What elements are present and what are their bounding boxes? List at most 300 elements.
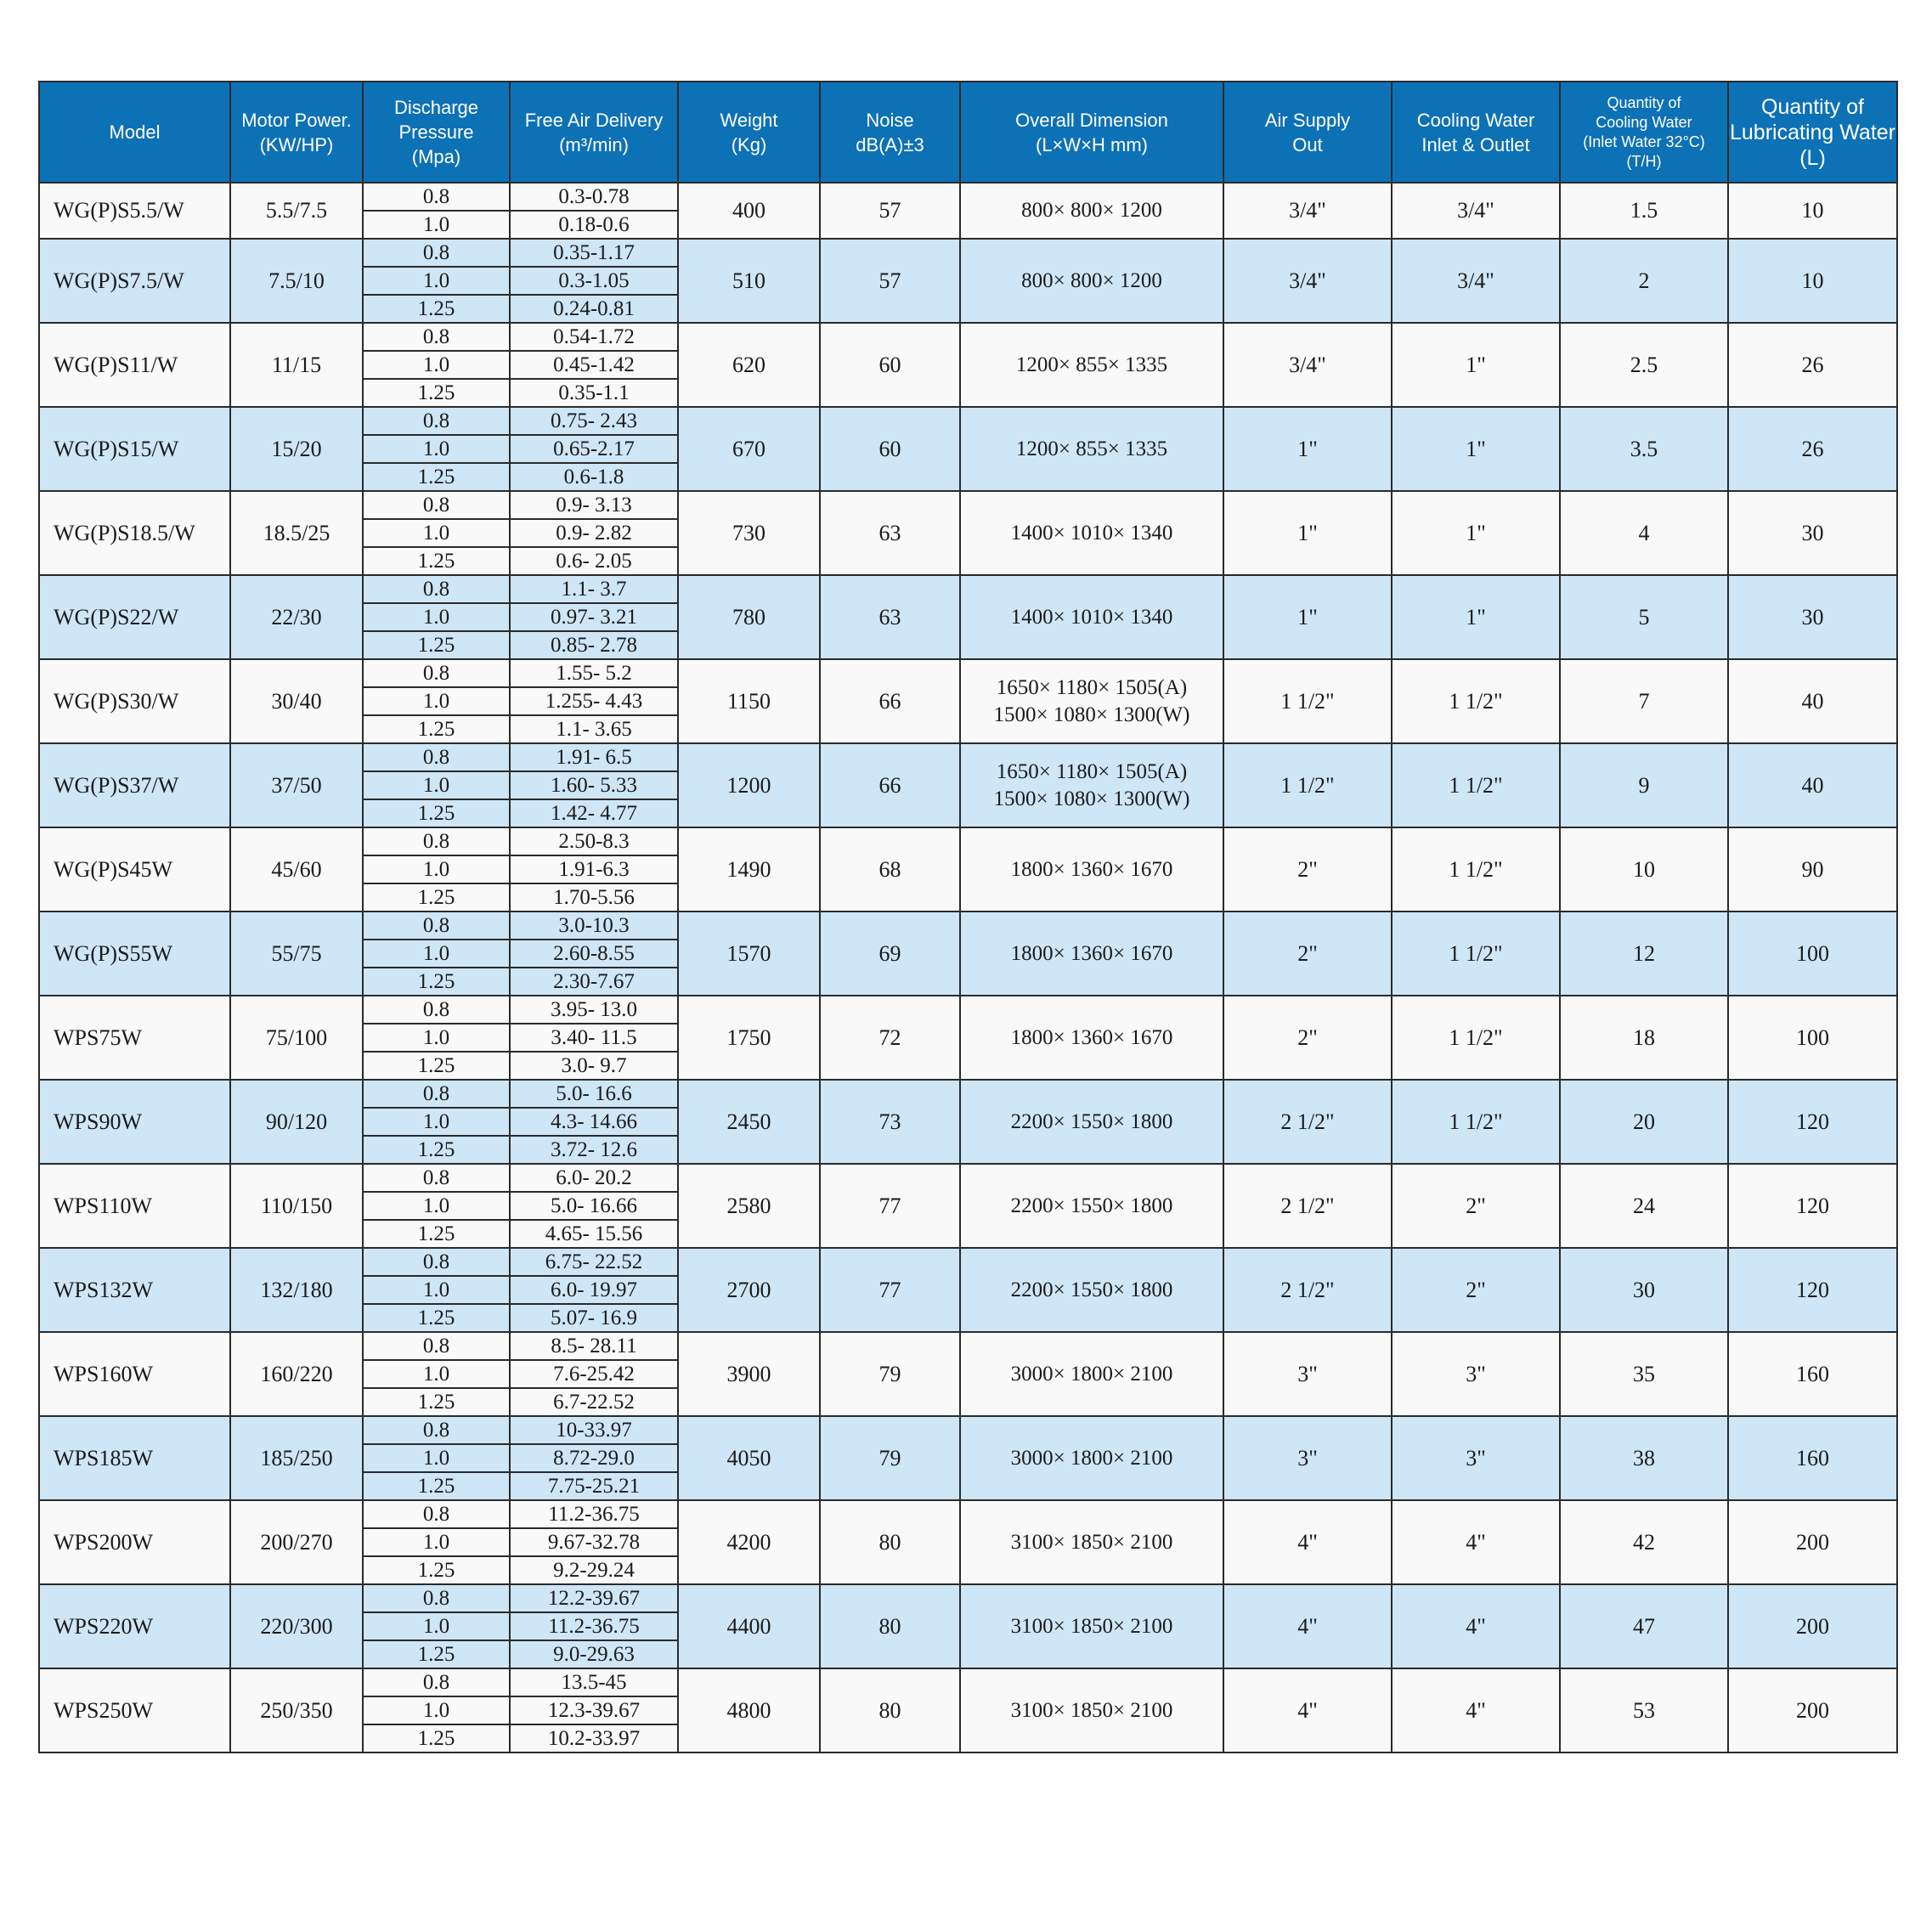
delivery-cell: 1.60- 5.33 <box>510 771 678 799</box>
noise-cell: 66 <box>820 743 960 827</box>
dimension-line: 1500× 1080× 1300(W) <box>993 703 1190 726</box>
noise-cell: 80 <box>820 1584 960 1668</box>
pressure-cell: 0.8 <box>363 1164 510 1192</box>
lubricating-cell: 10 <box>1728 239 1897 323</box>
cooling-qty-cell: 7 <box>1560 659 1728 743</box>
air-supply-cell: 3/4" <box>1223 239 1392 323</box>
motor-power-cell: 220/300 <box>230 1584 363 1668</box>
cooling-qty-cell: 2.5 <box>1560 323 1728 407</box>
cooling-io-cell: 3" <box>1392 1416 1560 1500</box>
model-cell: WPS200W <box>39 1500 230 1584</box>
dimension-cell <box>960 1584 1223 1668</box>
noise-cell: 69 <box>820 912 960 996</box>
delivery-cell: 3.95- 13.0 <box>510 996 678 1024</box>
dimension-cell <box>960 323 1223 407</box>
model-cell: WPS110W <box>39 1164 230 1248</box>
delivery-cell: 13.5-45 <box>510 1668 678 1696</box>
table-row <box>39 491 1897 519</box>
model-cell: WPS90W <box>39 1080 230 1164</box>
delivery-cell: 12.3-39.67 <box>510 1696 678 1724</box>
dimension-cell <box>960 407 1223 491</box>
delivery-cell: 0.3-0.78 <box>510 183 678 211</box>
delivery-cell: 3.0- 9.7 <box>510 1052 678 1080</box>
dimension-cell <box>960 827 1223 912</box>
delivery-cell: 2.30-7.67 <box>510 968 678 996</box>
air-supply-cell: 1 1/2" <box>1223 659 1392 743</box>
table-row <box>39 1416 1897 1444</box>
pressure-cell: 0.8 <box>363 912 510 940</box>
delivery-cell: 3.72- 12.6 <box>510 1136 678 1164</box>
header-discharge-pressure: Discharge Pressure (Mpa) <box>363 82 510 183</box>
dimension-cell <box>960 239 1223 323</box>
air-supply-cell: 3" <box>1223 1332 1392 1416</box>
table-row <box>39 912 1897 940</box>
weight-cell: 1750 <box>678 996 820 1080</box>
weight-cell: 2580 <box>678 1164 820 1248</box>
dimension-line: 2200× 1550× 1800 <box>1010 1109 1173 1133</box>
delivery-cell: 0.85- 2.78 <box>510 631 678 659</box>
cooling-io-cell: 1 1/2" <box>1392 743 1560 827</box>
cooling-qty-cell: 5 <box>1560 575 1728 659</box>
pressure-cell: 0.8 <box>363 1080 510 1108</box>
lubricating-cell: 120 <box>1728 1164 1897 1248</box>
model-cell: WG(P)S5.5/W <box>39 183 230 239</box>
table-row <box>39 575 1897 603</box>
delivery-cell: 0.35-1.1 <box>510 379 678 407</box>
dimension-line: 2200× 1550× 1800 <box>1010 1194 1173 1217</box>
cooling-io-cell: 1 1/2" <box>1392 996 1560 1080</box>
air-supply-cell: 1 1/2" <box>1223 743 1392 827</box>
pressure-cell: 1.0 <box>363 687 510 715</box>
dimension-cell <box>960 743 1223 827</box>
noise-cell: 66 <box>820 659 960 743</box>
pressure-cell: 1.0 <box>363 435 510 463</box>
delivery-cell: 0.24-0.81 <box>510 295 678 323</box>
delivery-cell: 5.0- 16.66 <box>510 1192 678 1220</box>
delivery-cell: 6.7-22.52 <box>510 1388 678 1416</box>
dimension-line: 1500× 1080× 1300(W) <box>993 787 1190 810</box>
dimension-line: 3000× 1800× 2100 <box>1010 1362 1173 1386</box>
motor-power-cell: 110/150 <box>230 1164 363 1248</box>
air-supply-cell: 4" <box>1223 1668 1392 1752</box>
cooling-io-cell: 2" <box>1392 1248 1560 1332</box>
model-cell: WG(P)S15/W <box>39 407 230 491</box>
weight-cell: 400 <box>678 183 820 239</box>
header-noise: Noise dB(A)±3 <box>820 82 960 183</box>
dimension-line: 1800× 1360× 1670 <box>1010 857 1173 881</box>
dimension-cell <box>960 659 1223 743</box>
cooling-qty-cell: 18 <box>1560 996 1728 1080</box>
air-supply-cell: 4" <box>1223 1584 1392 1668</box>
cooling-qty-cell: 4 <box>1560 491 1728 575</box>
header-row <box>39 82 1897 183</box>
delivery-cell: 0.65-2.17 <box>510 435 678 463</box>
motor-power-cell: 160/220 <box>230 1332 363 1416</box>
motor-power-cell: 37/50 <box>230 743 363 827</box>
cooling-qty-cell: 35 <box>1560 1332 1728 1416</box>
weight-cell: 4200 <box>678 1500 820 1584</box>
pressure-cell: 1.0 <box>363 351 510 379</box>
noise-cell: 73 <box>820 1080 960 1164</box>
pressure-cell: 1.0 <box>363 211 510 239</box>
pressure-cell: 0.8 <box>363 1500 510 1528</box>
weight-cell: 1490 <box>678 827 820 912</box>
delivery-cell: 0.45-1.42 <box>510 351 678 379</box>
cooling-io-cell: 4" <box>1392 1500 1560 1584</box>
motor-power-cell: 132/180 <box>230 1248 363 1332</box>
header-free-air-delivery: Free Air Delivery (m³/min) <box>510 82 678 183</box>
pressure-cell: 1.25 <box>363 1556 510 1584</box>
pressure-cell: 1.0 <box>363 603 510 631</box>
lubricating-cell: 30 <box>1728 575 1897 659</box>
pressure-cell: 1.0 <box>363 1444 510 1472</box>
model-cell: WPS160W <box>39 1332 230 1416</box>
delivery-cell: 10.2-33.97 <box>510 1724 678 1752</box>
cooling-io-cell: 3/4" <box>1392 239 1560 323</box>
weight-cell: 1200 <box>678 743 820 827</box>
table-row <box>39 183 1897 211</box>
cooling-qty-cell: 30 <box>1560 1248 1728 1332</box>
model-cell: WPS132W <box>39 1248 230 1332</box>
delivery-cell: 0.75- 2.43 <box>510 407 678 435</box>
air-supply-cell: 3/4" <box>1223 323 1392 407</box>
dimension-cell <box>960 1500 1223 1584</box>
weight-cell: 780 <box>678 575 820 659</box>
delivery-cell: 0.6- 2.05 <box>510 547 678 575</box>
delivery-cell: 9.67-32.78 <box>510 1528 678 1556</box>
pressure-cell: 0.8 <box>363 323 510 351</box>
motor-power-cell: 30/40 <box>230 659 363 743</box>
cooling-qty-cell: 53 <box>1560 1668 1728 1752</box>
pressure-cell: 0.8 <box>363 239 510 267</box>
delivery-cell: 0.35-1.17 <box>510 239 678 267</box>
dimension-line: 3100× 1850× 2100 <box>1010 1530 1173 1554</box>
motor-power-cell: 7.5/10 <box>230 239 363 323</box>
cooling-io-cell: 1 1/2" <box>1392 827 1560 912</box>
table-row <box>39 743 1897 771</box>
noise-cell: 60 <box>820 323 960 407</box>
delivery-cell: 6.0- 19.97 <box>510 1276 678 1304</box>
lubricating-cell: 90 <box>1728 827 1897 912</box>
delivery-cell: 1.255- 4.43 <box>510 687 678 715</box>
model-cell: WPS220W <box>39 1584 230 1668</box>
table-row <box>39 827 1897 855</box>
delivery-cell: 1.70-5.56 <box>510 883 678 912</box>
pressure-cell: 0.8 <box>363 183 510 211</box>
delivery-cell: 0.6-1.8 <box>510 463 678 491</box>
model-cell: WPS185W <box>39 1416 230 1500</box>
pressure-cell: 1.25 <box>363 1136 510 1164</box>
dimension-line: 1650× 1180× 1505(A) <box>996 759 1188 783</box>
pressure-cell: 0.8 <box>363 1248 510 1276</box>
lubricating-cell: 160 <box>1728 1416 1897 1500</box>
delivery-cell: 0.54-1.72 <box>510 323 678 351</box>
model-cell: WG(P)S7.5/W <box>39 239 230 323</box>
table-row <box>39 1164 1897 1192</box>
delivery-cell: 0.9- 2.82 <box>510 519 678 547</box>
dimension-cell <box>960 1668 1223 1752</box>
pressure-cell: 1.0 <box>363 1276 510 1304</box>
dimension-line: 3100× 1850× 2100 <box>1010 1614 1173 1638</box>
pressure-cell: 1.25 <box>363 715 510 743</box>
dimension-cell <box>960 183 1223 239</box>
dimension-line: 800× 800× 1200 <box>1021 268 1162 292</box>
dimension-line: 2200× 1550× 1800 <box>1010 1278 1173 1301</box>
model-cell: WG(P)S11/W <box>39 323 230 407</box>
air-supply-cell: 2" <box>1223 912 1392 996</box>
header-cooling-water-inlet-outlet: Cooling Water Inlet & Outlet <box>1392 82 1560 183</box>
air-supply-cell: 2 1/2" <box>1223 1248 1392 1332</box>
cooling-io-cell: 1 1/2" <box>1392 659 1560 743</box>
header-lubricating-water: Quantity of Lubricating Water (L) <box>1728 82 1897 183</box>
lubricating-cell: 40 <box>1728 743 1897 827</box>
delivery-cell: 9.0-29.63 <box>510 1640 678 1668</box>
pressure-cell: 1.0 <box>363 855 510 883</box>
noise-cell: 63 <box>820 575 960 659</box>
delivery-cell: 6.0- 20.2 <box>510 1164 678 1192</box>
cooling-io-cell: 1 1/2" <box>1392 912 1560 996</box>
pressure-cell: 0.8 <box>363 996 510 1024</box>
air-supply-cell: 1" <box>1223 491 1392 575</box>
table-row <box>39 1668 1897 1696</box>
lubricating-cell: 26 <box>1728 407 1897 491</box>
air-supply-cell: 2" <box>1223 996 1392 1080</box>
cooling-io-cell: 1" <box>1392 407 1560 491</box>
lubricating-cell: 10 <box>1728 183 1897 239</box>
dimension-line: 1800× 1360× 1670 <box>1010 1025 1173 1049</box>
lubricating-cell: 200 <box>1728 1584 1897 1668</box>
delivery-cell: 0.9- 3.13 <box>510 491 678 519</box>
noise-cell: 80 <box>820 1500 960 1584</box>
pressure-cell: 0.8 <box>363 1416 510 1444</box>
lubricating-cell: 30 <box>1728 491 1897 575</box>
pressure-cell: 1.25 <box>363 547 510 575</box>
pressure-cell: 0.8 <box>363 1668 510 1696</box>
motor-power-cell: 75/100 <box>230 996 363 1080</box>
model-cell: WPS75W <box>39 996 230 1080</box>
weight-cell: 730 <box>678 491 820 575</box>
delivery-cell: 1.1- 3.65 <box>510 715 678 743</box>
pressure-cell: 1.25 <box>363 295 510 323</box>
dimension-cell <box>960 1332 1223 1416</box>
model-cell: WG(P)S45W <box>39 827 230 912</box>
weight-cell: 670 <box>678 407 820 491</box>
delivery-cell: 8.5- 28.11 <box>510 1332 678 1360</box>
air-supply-cell: 2" <box>1223 827 1392 912</box>
cooling-qty-cell: 38 <box>1560 1416 1728 1500</box>
delivery-cell: 11.2-36.75 <box>510 1612 678 1640</box>
motor-power-cell: 22/30 <box>230 575 363 659</box>
header-overall-dimension: Overall Dimension (L×W×H mm) <box>960 82 1223 183</box>
motor-power-cell: 185/250 <box>230 1416 363 1500</box>
noise-cell: 63 <box>820 491 960 575</box>
pressure-cell: 1.25 <box>363 968 510 996</box>
pressure-cell: 1.0 <box>363 1024 510 1052</box>
motor-power-cell: 45/60 <box>230 827 363 912</box>
lubricating-cell: 40 <box>1728 659 1897 743</box>
weight-cell: 4050 <box>678 1416 820 1500</box>
delivery-cell: 5.07- 16.9 <box>510 1304 678 1332</box>
dimension-line: 1400× 1010× 1340 <box>1010 521 1173 545</box>
delivery-cell: 0.97- 3.21 <box>510 603 678 631</box>
pressure-cell: 1.25 <box>363 463 510 491</box>
motor-power-cell: 90/120 <box>230 1080 363 1164</box>
cooling-qty-cell: 10 <box>1560 827 1728 912</box>
noise-cell: 77 <box>820 1164 960 1248</box>
delivery-cell: 12.2-39.67 <box>510 1584 678 1612</box>
weight-cell: 1570 <box>678 912 820 996</box>
pressure-cell: 0.8 <box>363 827 510 855</box>
pressure-cell: 0.8 <box>363 659 510 687</box>
delivery-cell: 1.55- 5.2 <box>510 659 678 687</box>
lubricating-cell: 120 <box>1728 1080 1897 1164</box>
pressure-cell: 1.0 <box>363 1528 510 1556</box>
dimension-cell <box>960 1164 1223 1248</box>
weight-cell: 4400 <box>678 1584 820 1668</box>
pressure-cell: 1.0 <box>363 519 510 547</box>
air-supply-cell: 3" <box>1223 1416 1392 1500</box>
pressure-cell: 1.0 <box>363 940 510 968</box>
spec-body <box>39 183 1897 1752</box>
delivery-cell: 1.91-6.3 <box>510 855 678 883</box>
cooling-io-cell: 1 1/2" <box>1392 1080 1560 1164</box>
dimension-line: 3000× 1800× 2100 <box>1010 1446 1173 1470</box>
pressure-cell: 1.0 <box>363 1360 510 1388</box>
noise-cell: 68 <box>820 827 960 912</box>
motor-power-cell: 250/350 <box>230 1668 363 1752</box>
dimension-line: 1650× 1180× 1505(A) <box>996 675 1188 699</box>
cooling-io-cell: 1" <box>1392 575 1560 659</box>
cooling-qty-cell: 12 <box>1560 912 1728 996</box>
delivery-cell: 0.18-0.6 <box>510 211 678 239</box>
delivery-cell: 8.72-29.0 <box>510 1444 678 1472</box>
cooling-io-cell: 1" <box>1392 491 1560 575</box>
weight-cell: 1150 <box>678 659 820 743</box>
cooling-qty-cell: 3.5 <box>1560 407 1728 491</box>
model-cell: WPS250W <box>39 1668 230 1752</box>
weight-cell: 620 <box>678 323 820 407</box>
delivery-cell: 4.65- 15.56 <box>510 1220 678 1248</box>
weight-cell: 3900 <box>678 1332 820 1416</box>
delivery-cell: 3.40- 11.5 <box>510 1024 678 1052</box>
header-weight: Weight (Kg) <box>678 82 820 183</box>
pressure-cell: 1.25 <box>363 1304 510 1332</box>
pressure-cell: 1.25 <box>363 631 510 659</box>
dimension-cell <box>960 575 1223 659</box>
table-row <box>39 1080 1897 1108</box>
pressure-cell: 1.0 <box>363 771 510 799</box>
pressure-cell: 0.8 <box>363 1584 510 1612</box>
motor-power-cell: 18.5/25 <box>230 491 363 575</box>
pressure-cell: 1.25 <box>363 1724 510 1752</box>
cooling-io-cell: 1" <box>1392 323 1560 407</box>
cooling-io-cell: 3/4" <box>1392 183 1560 239</box>
motor-power-cell: 15/20 <box>230 407 363 491</box>
pressure-cell: 0.8 <box>363 1332 510 1360</box>
lubricating-cell: 200 <box>1728 1668 1897 1752</box>
lubricating-cell: 26 <box>1728 323 1897 407</box>
model-cell: WG(P)S30/W <box>39 659 230 743</box>
cooling-qty-cell: 2 <box>1560 239 1728 323</box>
delivery-cell: 7.6-25.42 <box>510 1360 678 1388</box>
delivery-cell: 9.2-29.24 <box>510 1556 678 1584</box>
pressure-cell: 0.8 <box>363 491 510 519</box>
delivery-cell: 2.50-8.3 <box>510 827 678 855</box>
lubricating-cell: 200 <box>1728 1500 1897 1584</box>
table-row <box>39 407 1897 435</box>
dimension-line: 3100× 1850× 2100 <box>1010 1698 1173 1722</box>
cooling-qty-cell: 20 <box>1560 1080 1728 1164</box>
pressure-cell: 0.8 <box>363 743 510 771</box>
table-row <box>39 996 1897 1024</box>
noise-cell: 72 <box>820 996 960 1080</box>
header-cooling-water-quantity: Quantity of Cooling Water (Inlet Water 32°C) (T/H) <box>1560 82 1728 183</box>
cooling-qty-cell: 24 <box>1560 1164 1728 1248</box>
dimension-cell <box>960 1416 1223 1500</box>
dimension-line: 1400× 1010× 1340 <box>1010 605 1173 629</box>
lubricating-cell: 100 <box>1728 912 1897 996</box>
delivery-cell: 0.3-1.05 <box>510 267 678 295</box>
weight-cell: 2700 <box>678 1248 820 1332</box>
table-row <box>39 1500 1897 1528</box>
delivery-cell: 5.0- 16.6 <box>510 1080 678 1108</box>
cooling-io-cell: 3" <box>1392 1332 1560 1416</box>
dimension-cell <box>960 912 1223 996</box>
pressure-cell: 1.0 <box>363 267 510 295</box>
table-row <box>39 239 1897 267</box>
cooling-qty-cell: 42 <box>1560 1500 1728 1584</box>
delivery-cell: 6.75- 22.52 <box>510 1248 678 1276</box>
delivery-cell: 7.75-25.21 <box>510 1472 678 1500</box>
cooling-qty-cell: 47 <box>1560 1584 1728 1668</box>
lubricating-cell: 120 <box>1728 1248 1897 1332</box>
delivery-cell: 4.3- 14.66 <box>510 1108 678 1136</box>
table-row <box>39 1584 1897 1612</box>
compressor-spec-table <box>38 81 1898 1753</box>
table-row <box>39 1248 1897 1276</box>
pressure-cell: 1.0 <box>363 1612 510 1640</box>
model-cell: WG(P)S18.5/W <box>39 491 230 575</box>
dimension-cell <box>960 1248 1223 1332</box>
delivery-cell: 3.0-10.3 <box>510 912 678 940</box>
noise-cell: 79 <box>820 1416 960 1500</box>
dimension-line: 1200× 855× 1335 <box>1015 437 1168 460</box>
pressure-cell: 1.25 <box>363 883 510 912</box>
pressure-cell: 1.0 <box>363 1696 510 1724</box>
dimension-line: 800× 800× 1200 <box>1021 199 1162 222</box>
air-supply-cell: 2 1/2" <box>1223 1164 1392 1248</box>
cooling-qty-cell: 9 <box>1560 743 1728 827</box>
weight-cell: 2450 <box>678 1080 820 1164</box>
noise-cell: 80 <box>820 1668 960 1752</box>
cooling-io-cell: 2" <box>1392 1164 1560 1248</box>
delivery-cell: 2.60-8.55 <box>510 940 678 968</box>
noise-cell: 77 <box>820 1248 960 1332</box>
dimension-cell <box>960 996 1223 1080</box>
table-row <box>39 323 1897 351</box>
delivery-cell: 1.42- 4.77 <box>510 799 678 827</box>
delivery-cell: 10-33.97 <box>510 1416 678 1444</box>
cooling-io-cell: 4" <box>1392 1584 1560 1668</box>
pressure-cell: 1.25 <box>363 1052 510 1080</box>
noise-cell: 79 <box>820 1332 960 1416</box>
air-supply-cell: 4" <box>1223 1500 1392 1584</box>
lubricating-cell: 160 <box>1728 1332 1897 1416</box>
motor-power-cell: 55/75 <box>230 912 363 996</box>
model-cell: WG(P)S55W <box>39 912 230 996</box>
motor-power-cell: 5.5/7.5 <box>230 183 363 239</box>
cooling-qty-cell: 1.5 <box>1560 183 1728 239</box>
